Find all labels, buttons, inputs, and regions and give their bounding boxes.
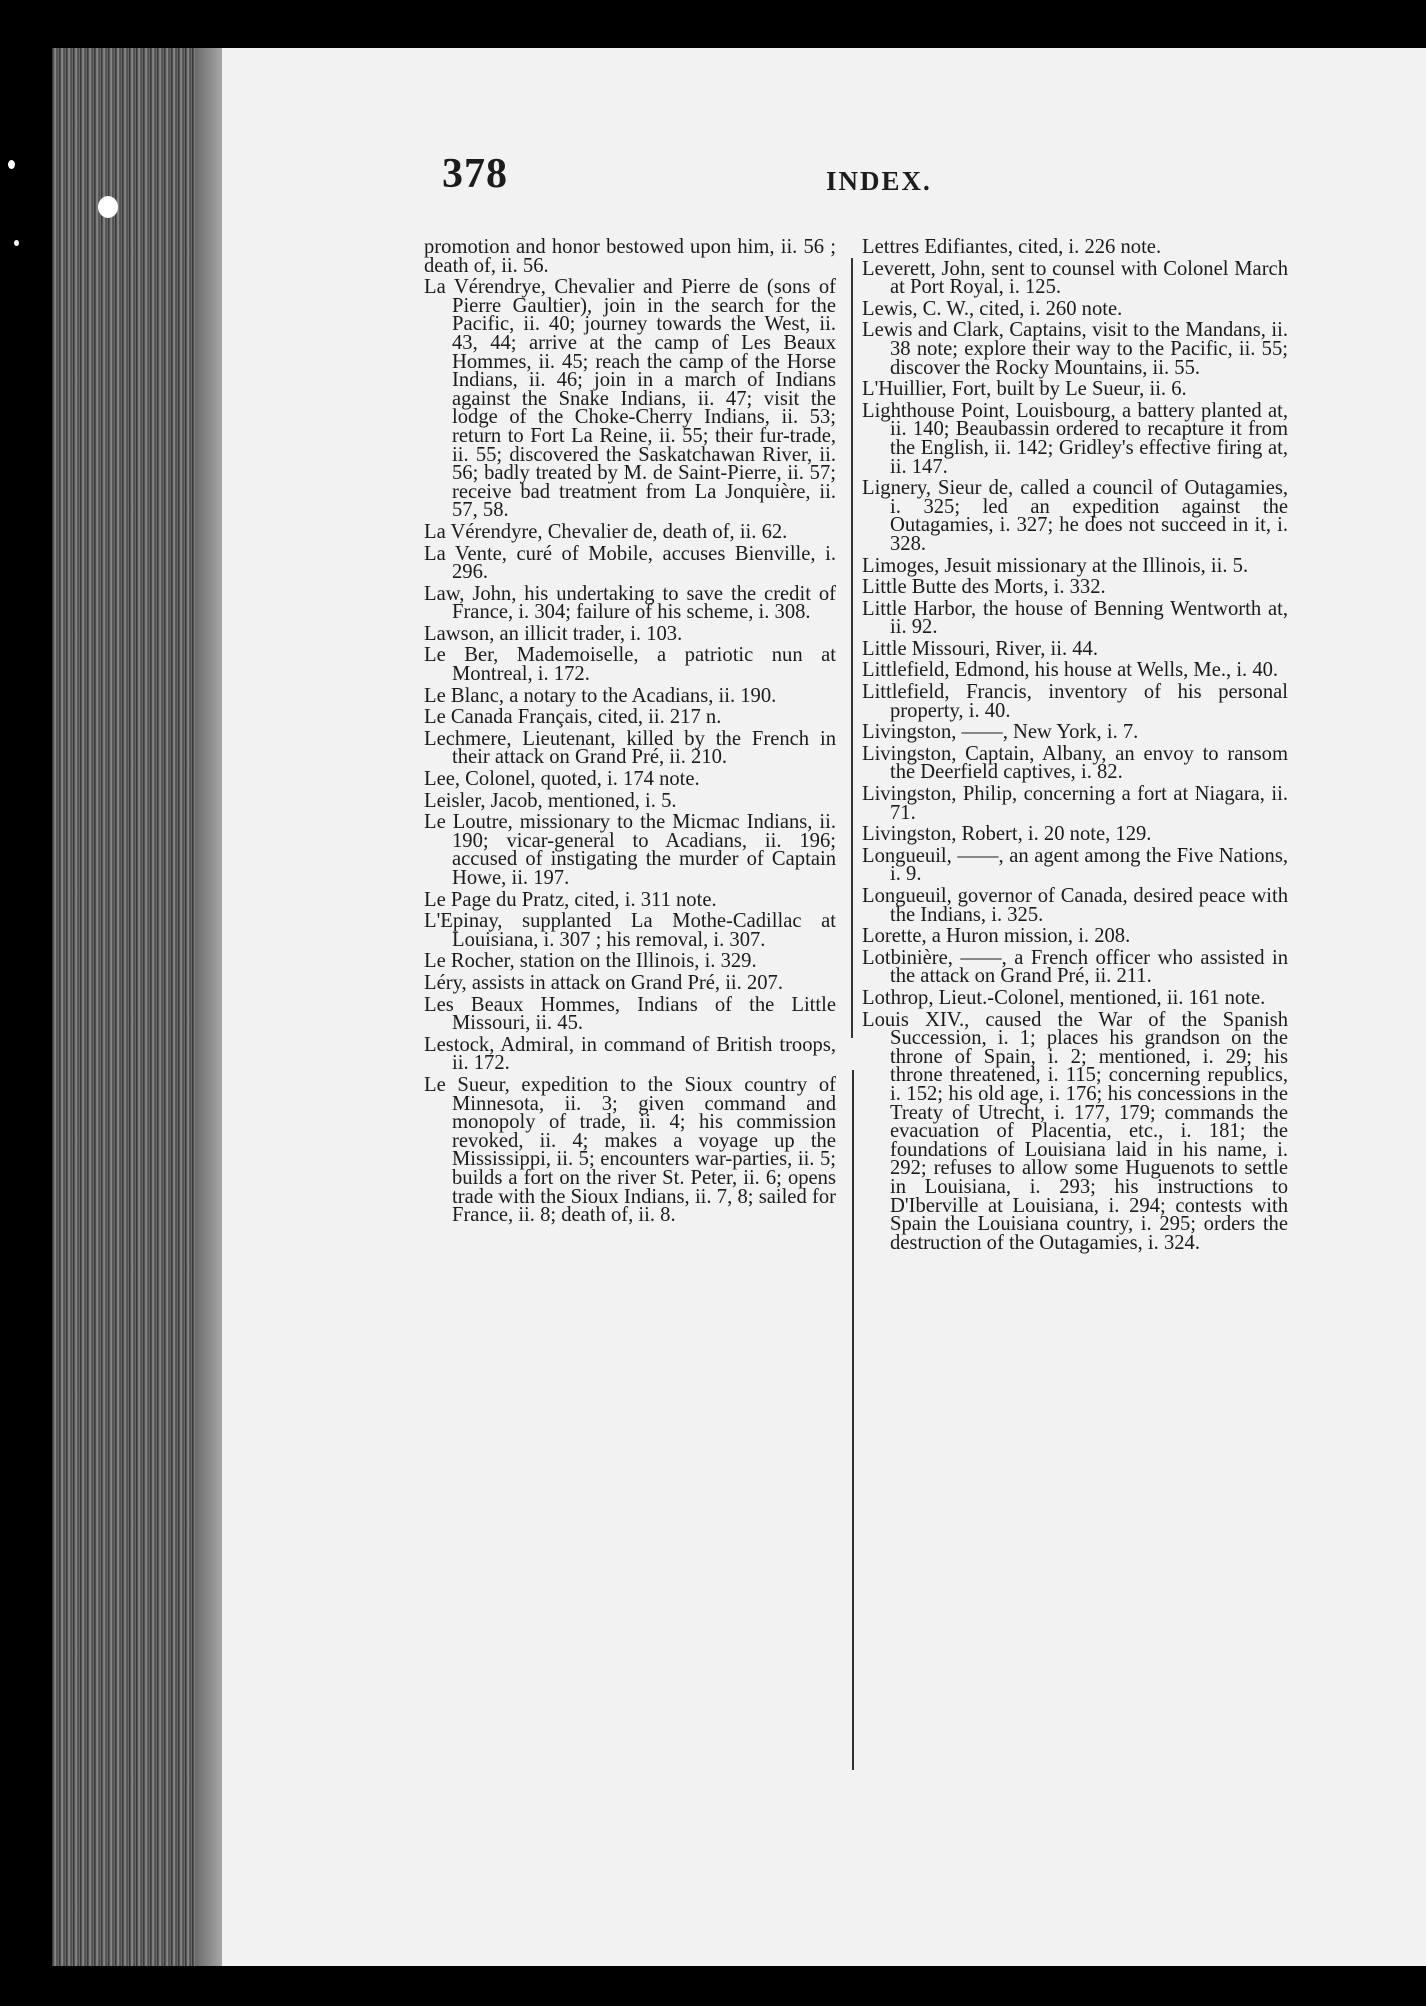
- index-entry: Littlefield, Edmond, his house at Wells, Me., i. 40.: [862, 659, 1279, 682]
- index-entry: Lewis, C. W., cited, i. 260 note.: [862, 297, 1123, 320]
- index-entry: Le Blanc, a notary to the Acadians, ii. 190.: [424, 684, 777, 707]
- index-entry: Le Rocher, station on the Illinois, i. 329.: [424, 950, 757, 973]
- index-entry: La Vérendyre, Chevalier de, death of, ii. 62.: [424, 520, 788, 543]
- index-entry: Little Harbor, the house of Benning Wentworth at, ii. 92.: [862, 597, 1288, 639]
- page-number: 378: [442, 151, 508, 197]
- index-entry: Le Ber, Mademoiselle, a patriotic nun at Montreal, i. 172.: [424, 644, 836, 686]
- index-entry: Lorette, a Huron mission, i. 208.: [862, 925, 1131, 948]
- index-entry: Livingston, Philip, concerning a fort at Niagara, ii. 71.: [862, 783, 1288, 824]
- index-entry: Livingston, Robert, i. 20 note, 129.: [862, 823, 1152, 846]
- index-entry: Le Canada Français, cited, ii. 217 n.: [424, 706, 722, 729]
- index-entry: Lignery, Sieur de, called a council of Outagamies, i. 325; led an expedition against the Outagamies, i. 327; he does not succeed in it, i. 328.: [862, 477, 1288, 555]
- index-entry: Lotbinière, ——, a French officer who assisted in the attack on Grand Pré, ii. 211.: [862, 946, 1288, 988]
- index-entry: Livingston, ——, New York, i. 7.: [862, 721, 1139, 744]
- index-entry: Littlefield, Francis, inventory of his personal property, i. 40.: [862, 681, 1288, 722]
- index-entry: L'Huillier, Fort, built by Le Sueur, ii. 6.: [862, 378, 1187, 401]
- index-column-right: [862, 238, 1288, 1255]
- index-entry: Lawson, an illicit trader, i. 103.: [424, 622, 683, 645]
- index-entry: Lothrop, Lieut.-Colonel, mentioned, ii. 161 note.: [862, 986, 1266, 1009]
- index-entry: Le Sueur, expedition to the Sioux country of Minnesota, ii. 3; given command and monopoly of trade, ii. 4; his commission revoked, ii. 4; makes a voyage up the Mississippi, ii. 5; encounters war-parties, ii. 5; builds a fort on the river St. Peter, ii. 6; opens trade with the Sioux Indians, ii. 7, 8; sailed for France, ii. 8; death of, ii. 8.: [424, 1073, 836, 1227]
- index-column-left: [424, 238, 836, 1228]
- index-entry: Livingston, Captain, Albany, an envoy to ransom the Deerfield captives, i. 82.: [862, 742, 1288, 784]
- index-entry: Lighthouse Point, Louisbourg, a battery planted at, ii. 140; Beaubassin ordered to recapture it from the English, ii. 142; Gridley's effective firing at, ii. 147.: [862, 399, 1288, 478]
- index-entry: Le Loutre, missionary to the Micmac Indians, ii. 190; vicar-general to Acadians, ii. 196; accused of instigating the murder of Captain Howe, ii. 197.: [424, 811, 836, 889]
- index-entry: Lewis and Clark, Captains, visit to the Mandans, ii. 38 note; explore their way to the Pacific, ii. 55; discover the Rocky Mountains, ii. 55.: [862, 319, 1288, 379]
- scan-speck: [14, 240, 19, 246]
- index-entry: La Vérendrye, Chevalier and Pierre de (sons of Pierre Gaultier), join in the search for the Pacific, ii. 40; journey towards the West, ii. 43, 44; arrive at the camp of Les Beaux Hommes, ii. 45; reach the camp of the Horse Indians, ii. 46; join in a march of Indians against the Snake Indians, ii. 47; visit the lodge of the Choke-Cherry Indians, ii. 53; return to Fort La Reine, ii. 55; their fur-trade, ii. 55; discovered the Saskatchawan River, ii. 56; badly treated by M. de Saint-Pierre, ii. 57; receive bad treatment from La Jonquière, ii. 57, 58.: [424, 276, 836, 522]
- index-entry: Léry, assists in attack on Grand Pré, ii. 207.: [424, 971, 783, 994]
- index-entry: Lestock, Admiral, in command of British troops, ii. 172.: [424, 1033, 836, 1075]
- index-entry: Longueuil, ——, an agent among the Five Nations, i. 9.: [862, 844, 1288, 886]
- index-entry: Les Beaux Hommes, Indians of the Little Missouri, ii. 45.: [424, 993, 836, 1035]
- column-rule: [851, 258, 853, 1038]
- index-entry: Little Butte des Morts, i. 332.: [862, 576, 1106, 599]
- index-entry: Longueuil, governor of Canada, desired peace with the Indians, i. 325.: [862, 885, 1288, 926]
- index-entry: Lettres Edifiantes, cited, i. 226 note.: [862, 236, 1162, 258]
- scan-speck: [98, 196, 118, 218]
- index-entry: Louis XIV., caused the War of the Spanish Succession, i. 1; places his grandson on the throne of Spain, i. 2; mentioned, i. 29; his throne threatened, i. 115; concerning republics, i. 152; his old age, i. 176; his concessions in the Treaty of Utrecht, i. 177, 179; commands the evacuation of Placentia, etc., i. 181; the foundations of Louisiana laid in his name, i. 292; refuses to allow some Huguenots to settle in Louisiana, i. 293; his instructions to D'Iberville at Louisiana, i. 294; contests with Spain the Louisiana country, i. 295; orders the destruction of the Outagamies, i. 324.: [862, 1008, 1288, 1254]
- index-entry: L'Epinay, supplanted La Mothe-Cadillac at Louisiana, i. 307 ; his removal, i. 307.: [424, 910, 836, 951]
- index-entry: Le Page du Pratz, cited, i. 311 note.: [424, 888, 717, 911]
- index-entry: Leverett, John, sent to counsel with Colonel March at Port Royal, i. 125.: [862, 257, 1288, 299]
- index-entry: Lee, Colonel, quoted, i. 174 note.: [424, 768, 700, 791]
- index-entry: Law, John, his undertaking to save the credit of France, i. 304; failure of his scheme, i. 308.: [424, 582, 836, 624]
- index-entry: La Vente, curé of Mobile, accuses Bienville, i. 296.: [424, 542, 836, 584]
- column-rule: [852, 1070, 854, 1770]
- running-head: INDEX.: [826, 166, 932, 196]
- index-entry: Leisler, Jacob, mentioned, i. 5.: [424, 789, 677, 812]
- index-entry: Lechmere, Lieutenant, killed by the French in their attack on Grand Pré, ii. 210.: [424, 727, 836, 769]
- index-entry: Little Missouri, River, ii. 44.: [862, 637, 1098, 660]
- index-entry: Limoges, Jesuit missionary at the Illinois, ii. 5.: [862, 554, 1249, 577]
- scan-speck: [8, 160, 15, 169]
- index-entry: promotion and honor bestowed upon him, ii. 56 ; death of, ii. 56.: [424, 236, 836, 277]
